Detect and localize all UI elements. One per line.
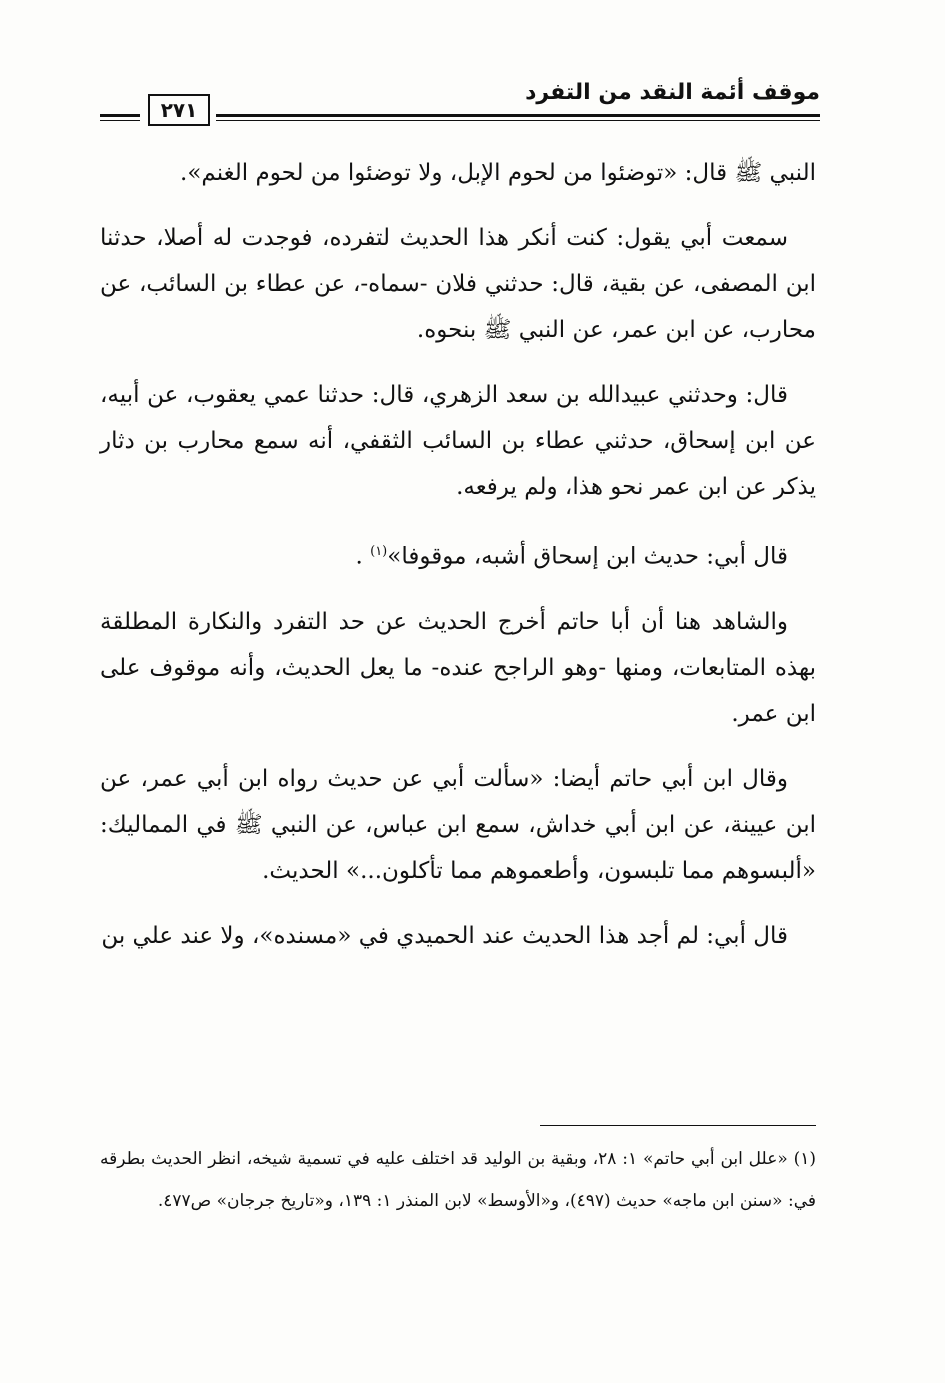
running-header	[100, 78, 820, 128]
header-title: موقف أئمة النقد من التفرد	[525, 80, 820, 105]
footnotes	[100, 1138, 816, 1222]
footnote-marker: (١)	[370, 544, 388, 559]
paragraph-5: والشاهد هنا أن أبا حاتم أخرج الحديث عن حد التفرد والنكارة المطلقة بهذه المتابعات، ومنها -وهو الراجح عنده- ما يعل الحديث، وأنه موقوف على ابن عمر.	[100, 608, 816, 727]
paragraph-7: قال أبي: لم أجد هذا الحديث عند الحميدي في «مسنده»، ولا عند علي بن	[101, 922, 788, 949]
footnote-separator	[540, 1125, 816, 1126]
paragraph-4-text: قال أبي: حديث ابن إسحاق أشبه، موقوفا»	[387, 543, 788, 570]
paragraph-3: قال: وحدثني عبيدالله بن سعد الزهري، قال: حدثنا عمي يعقوب، عن أبيه، عن ابن إسحاق، حدثني عطاء بن السائب الثقفي، أنه سمع محارب بن دثار يذكر عن ابن عمر نحو هذا، ولم يرفعه.	[100, 382, 816, 500]
paragraph-1: النبي ﷺ قال: «توضئوا من لحوم الإبل، ولا توضئوا من لحوم الغنم».	[180, 160, 816, 186]
header-rule-left	[100, 114, 140, 121]
paragraph-4-end: .	[355, 543, 371, 570]
page-number: ٢٧١	[148, 94, 210, 126]
paragraph-6: وقال ابن أبي حاتم أيضا: «سألت أبي عن حديث رواه ابن أبي عمر، عن ابن عيينة، عن ابن أبي خداش، سمع ابن عباس، عن النبي ﷺ في المماليك: «ألبسوهم مما تلبسون، وأطعموهم مما تأكلون...» الحديث.	[100, 765, 816, 884]
paragraph-4	[100, 529, 816, 580]
paragraph-2: سمعت أبي يقول: كنت أنكر هذا الحديث لتفرده، فوجدت له أصلا، حدثنا ابن المصفى، عن بقية، قال: حدثني فلان -سماه-، عن عطاء بن السائب، عن محارب، عن ابن عمر، عن النبي ﷺ بنحوه.	[100, 225, 816, 343]
header-rule-right	[216, 114, 820, 121]
main-text	[100, 150, 816, 978]
footnote-1: (١) «علل ابن أبي حاتم» ١: ٢٨، وبقية بن الوليد قد اختلف عليه في تسمية شيخه، انظر الحديث بطرقه في: «سنن ابن ماجه» حديث (٤٩٧)، و«الأوسط» لابن المنذر ١: ١٣٩، و«تاريخ جرجان» ص٤٧٧.	[100, 1149, 816, 1211]
